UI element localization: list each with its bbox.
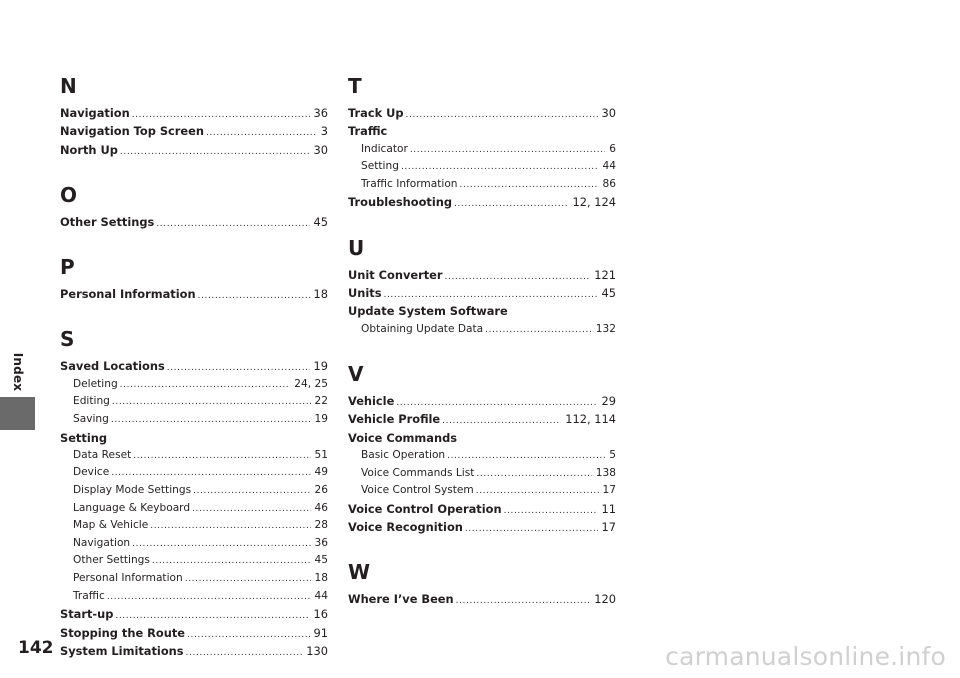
dot-leader [152,554,311,566]
index-term: Voice Commands List [361,466,475,479]
index-letter-heading: U [348,235,365,260]
dot-leader [406,106,598,120]
index-subentry [60,502,328,520]
page-reference: 121 [594,267,616,282]
page-reference: 86 [602,177,616,190]
index-subentry [348,323,616,341]
page-reference: 138 [595,466,616,479]
section-tab [0,397,35,430]
index-term: Personal Information [60,287,196,302]
index-entry [348,520,616,538]
index-term: Navigation Top Screen [60,124,204,139]
page-reference: 44 [602,160,616,173]
index-term: Device [73,466,110,479]
page-reference: 24, 25 [294,377,328,390]
index-entry [348,304,616,322]
dot-leader [456,592,591,606]
index-entry [60,215,328,233]
page-reference: 45 [314,554,328,567]
index-entry [348,431,616,449]
index-term: Start-up [60,607,114,622]
page-reference: 16 [313,607,328,622]
page-reference: 19 [314,412,328,425]
index-term: Map & Vehicle [73,519,149,532]
index-entry [348,412,616,430]
index-term: Indicator [361,142,408,155]
index-subentry [60,449,328,467]
page-reference: 46 [314,501,328,514]
dot-leader [132,106,310,120]
page-reference: 51 [314,448,328,461]
page-reference: 44 [314,589,328,602]
page-reference: 22 [314,395,328,408]
index-term: Traffic Information [361,177,458,190]
index-subentry [60,395,328,413]
index-term: Saved Locations [60,359,165,374]
dot-leader [460,178,599,190]
index-term: System Limitations [60,643,184,658]
page-number: 142 [18,638,54,658]
page-reference: 28 [314,519,328,532]
dot-leader [111,466,310,478]
index-subentry [348,449,616,467]
index-subentry [60,413,328,431]
dot-leader [193,484,310,496]
dot-leader [206,124,317,138]
index-term: Saving [73,412,109,425]
index-entry [348,106,616,124]
page-reference: 132 [595,322,616,335]
index-entry [60,106,328,124]
index-term: Vehicle [348,394,395,409]
dot-leader [107,590,311,602]
dot-leader [504,502,598,516]
index-term: Editing [73,395,110,408]
index-letter-heading: O [60,182,78,207]
index-term: Voice Control System [361,484,474,497]
index-letter-heading: P [60,255,75,280]
dot-leader [111,413,311,425]
index-term: Other Settings [73,554,150,567]
index-column-left [60,76,328,662]
page-reference: 45 [601,285,616,300]
index-term: Units [348,285,382,300]
index-term: Navigation [60,106,130,120]
dot-leader [156,215,309,229]
dot-leader [465,520,598,534]
page-reference: 3 [320,124,328,139]
dot-leader [476,467,591,479]
page-reference: 6 [609,142,616,155]
index-term: Setting [361,160,399,173]
index-letter-heading: T [348,74,362,98]
dot-leader [447,449,605,461]
dot-leader [192,502,310,514]
index-subentry [348,178,616,196]
index-entry [348,502,616,520]
watermark: carmanualsonline.info [665,642,946,671]
dot-leader [167,359,310,373]
index-term: Track Up [348,106,404,120]
index-term: Basic Operation [361,449,446,462]
dot-leader [115,607,309,621]
page-reference: 5 [609,449,616,462]
index-subentry [60,590,328,608]
index-term: Where I’ve Been [348,592,454,607]
index-entry [60,124,328,142]
index-term: Obtaining Update Data [361,322,484,335]
index-term: Troubleshooting [348,195,453,210]
index-term: Personal Information [73,572,183,585]
index-subentry [60,466,328,484]
page-reference: 11 [601,501,616,516]
index-term: Setting [60,430,107,445]
index-term: Voice Recognition [348,520,463,535]
page-reference: 12, 124 [572,195,616,210]
index-entry [348,592,616,610]
index-term: Voice Commands [348,430,458,445]
index-subentry [60,484,328,502]
index-entry [60,359,328,377]
dot-leader [150,519,310,531]
index-term: Stopping the Route [60,625,186,640]
dot-leader [198,287,310,301]
page-reference: 91 [313,625,328,640]
index-term: Navigation [73,536,131,549]
page-reference: 17 [602,484,616,497]
index-subentry [60,378,328,396]
index-letter-heading: S [60,327,75,352]
page-reference: 18 [314,572,328,585]
index-term: Update System Software [348,304,508,319]
index-subentry [348,484,616,502]
page-reference: 30 [601,106,616,120]
index-term: Deleting [73,377,118,390]
index-entry [60,626,328,644]
page-reference: 120 [594,592,616,607]
index-term: Data Reset [73,448,132,461]
index-entry [348,124,616,142]
index-subentry [348,160,616,178]
index-term: Other Settings [60,214,155,229]
index-term: Voice Control Operation [348,501,502,516]
section-label-text: Index [11,352,26,392]
dot-leader [476,484,599,496]
index-term: Traffic [73,589,105,602]
index-entry [60,644,328,662]
index-term: Display Mode Settings [73,484,192,497]
page-reference: 45 [313,214,328,229]
dot-leader [442,412,561,426]
dot-leader [186,644,303,658]
index-term: Vehicle Profile [348,412,441,427]
section-label [3,352,33,392]
index-term: North Up [60,142,118,157]
dot-leader [454,195,569,209]
page-reference: 19 [313,359,328,374]
index-subentry [348,143,616,161]
dot-leader [120,143,310,157]
page-reference: 17 [601,520,616,535]
index-entry [60,607,328,625]
index-subentry [60,554,328,572]
index-term: Language & Keyboard [73,501,191,514]
index-entry [348,394,616,412]
page-reference: 29 [601,394,616,409]
dot-leader [401,160,599,172]
dot-leader [120,378,291,390]
index-entry [60,431,328,449]
index-term: Traffic [348,124,388,139]
dot-leader [133,449,310,461]
dot-leader [485,323,592,335]
dot-leader [445,268,591,282]
page-reference: 18 [313,287,328,302]
dot-leader [112,395,311,407]
index-letter-heading: W [348,560,371,585]
dot-leader [185,572,311,584]
index-column-right [348,76,616,611]
dot-leader [396,394,597,408]
index-subentry [348,467,616,485]
page-reference: 112, 114 [565,412,616,427]
index-term: Unit Converter [348,267,443,282]
dot-leader [132,537,310,549]
dot-leader [410,143,605,155]
index-entry [348,195,616,213]
dot-leader [187,626,309,640]
index-subentry [60,537,328,555]
index-entry [60,143,328,161]
page-reference: 130 [306,643,328,658]
page-reference: 26 [314,484,328,497]
page-reference: 30 [313,142,328,157]
index-subentry [60,519,328,537]
index-entry [60,287,328,305]
side-strip [0,0,35,678]
page-reference: 49 [314,466,328,479]
index-letter-heading: N [60,74,77,98]
index-subentry [60,572,328,590]
dot-leader [384,286,598,300]
index-letter-heading: V [348,362,364,387]
index-entry [348,268,616,286]
index-entry [348,286,616,304]
page-reference: 36 [314,536,328,549]
page-reference: 36 [313,106,328,120]
